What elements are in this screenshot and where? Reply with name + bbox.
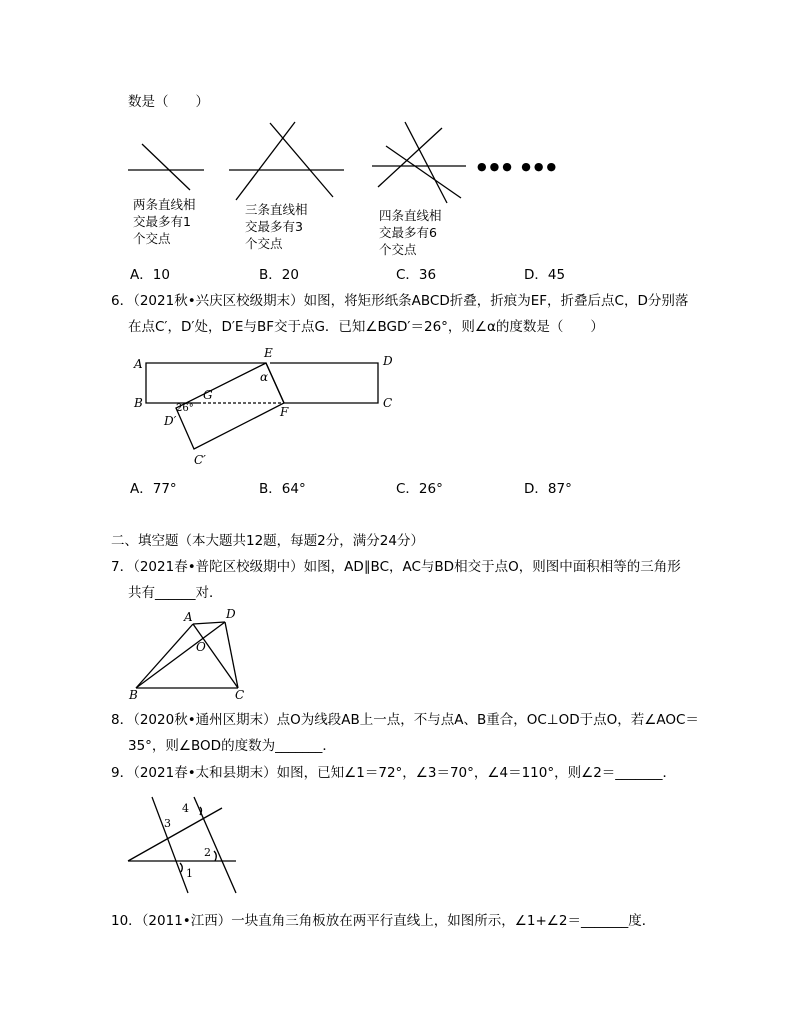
q6-label-c: C: [383, 396, 393, 410]
q5-caption2-line3: 个交点: [245, 236, 283, 251]
q10-stem-line1: 10．（2011•江西）一块直角三角板放在两平行直线上，如图所示，∠1+∠2＝_______度．: [111, 913, 656, 929]
q9-stem-line1: 9．（2021春•太和县期末）如图，已知∠1＝72°，∠3＝70°，∠4＝110°，则∠2＝_______．: [111, 765, 677, 781]
q6-label-c-prime: C′: [194, 453, 206, 467]
q5-caption3-line1: 四条直线相: [379, 208, 442, 223]
q5-option-b[interactable]: B．20: [259, 267, 299, 283]
q7-stem-line2: 共有______对．: [128, 585, 223, 601]
q7-label-a: A: [184, 610, 193, 624]
q5-ellipsis-dots: ●●● ●●●: [477, 160, 560, 173]
q5-option-a[interactable]: A．10: [130, 267, 170, 283]
q6-option-b[interactable]: B．64°: [259, 481, 306, 497]
q9-label-3: 3: [164, 817, 171, 830]
q5-caption3-line3: 个交点: [379, 242, 417, 257]
section-2-heading: 二、填空题（本大题共12题，每题2分，满分24分）: [111, 533, 424, 549]
q5-option-d[interactable]: D．45: [524, 267, 566, 283]
q6-label-g: G: [203, 388, 213, 402]
q6-stem-line2: 在点C′，D′处，D′E与BF交于点G．已知∠BGD′＝26°，则∠α的度数是（ ）: [128, 319, 604, 335]
q8-stem-line1: 8．（2020秋•通州区期末）点O为线段AB上一点，不与点A、B重合，OC⊥OD于点O，若∠AOC＝: [111, 712, 699, 728]
q7-label-c: C: [235, 688, 245, 702]
q6-label-d-prime: D′: [164, 414, 177, 428]
q9-label-2: 2: [204, 846, 211, 859]
q6-label-f: F: [280, 405, 289, 419]
q6-option-a[interactable]: A．77°: [130, 481, 177, 497]
q6-option-c[interactable]: C．26°: [396, 481, 443, 497]
q5-caption1-line2: 交最多有1: [133, 214, 191, 229]
q6-stem-line1: 6．（2021秋•兴庆区校级期末）如图，将矩形纸条ABCD折叠，折痕为EF，折叠后点C，D分别落: [111, 293, 689, 309]
q9-label-4: 4: [182, 802, 189, 815]
q9-label-1: 1: [186, 867, 193, 880]
q9-angle-mark-2: [214, 851, 216, 861]
q5-caption3-line2: 交最多有6: [379, 225, 437, 240]
q7-stem-line1: 7．（2021春•普陀区校级期中）如图，AD∥BC，AC与BD相交于点O，则图中面积相等的三角形: [111, 559, 681, 575]
q6-label-b: B: [134, 396, 143, 410]
q6-label-26deg: 26°: [176, 403, 194, 414]
q5-option-c[interactable]: C．36: [396, 267, 437, 283]
q6-label-a: A: [134, 357, 143, 371]
q9-angle-mark-1: [180, 863, 182, 872]
q6-label-d: D: [383, 354, 393, 368]
q5-caption1-line1: 两条直线相: [133, 197, 196, 212]
q6-label-e: E: [264, 346, 273, 360]
q7-label-d: D: [226, 607, 236, 621]
q5-caption1-line3: 个交点: [133, 231, 171, 246]
q7-label-b: B: [129, 688, 138, 702]
q5-tail: 数是（ ）: [128, 94, 209, 110]
q6-option-d[interactable]: D．87°: [524, 481, 572, 497]
q5-caption2-line2: 交最多有3: [245, 219, 303, 234]
q5-caption2-line1: 三条直线相: [245, 202, 308, 217]
q7-label-o: O: [196, 640, 206, 654]
q8-stem-line2: 35°，则∠BOD的度数为_______．: [128, 738, 336, 754]
q6-label-alpha: α: [260, 370, 269, 384]
